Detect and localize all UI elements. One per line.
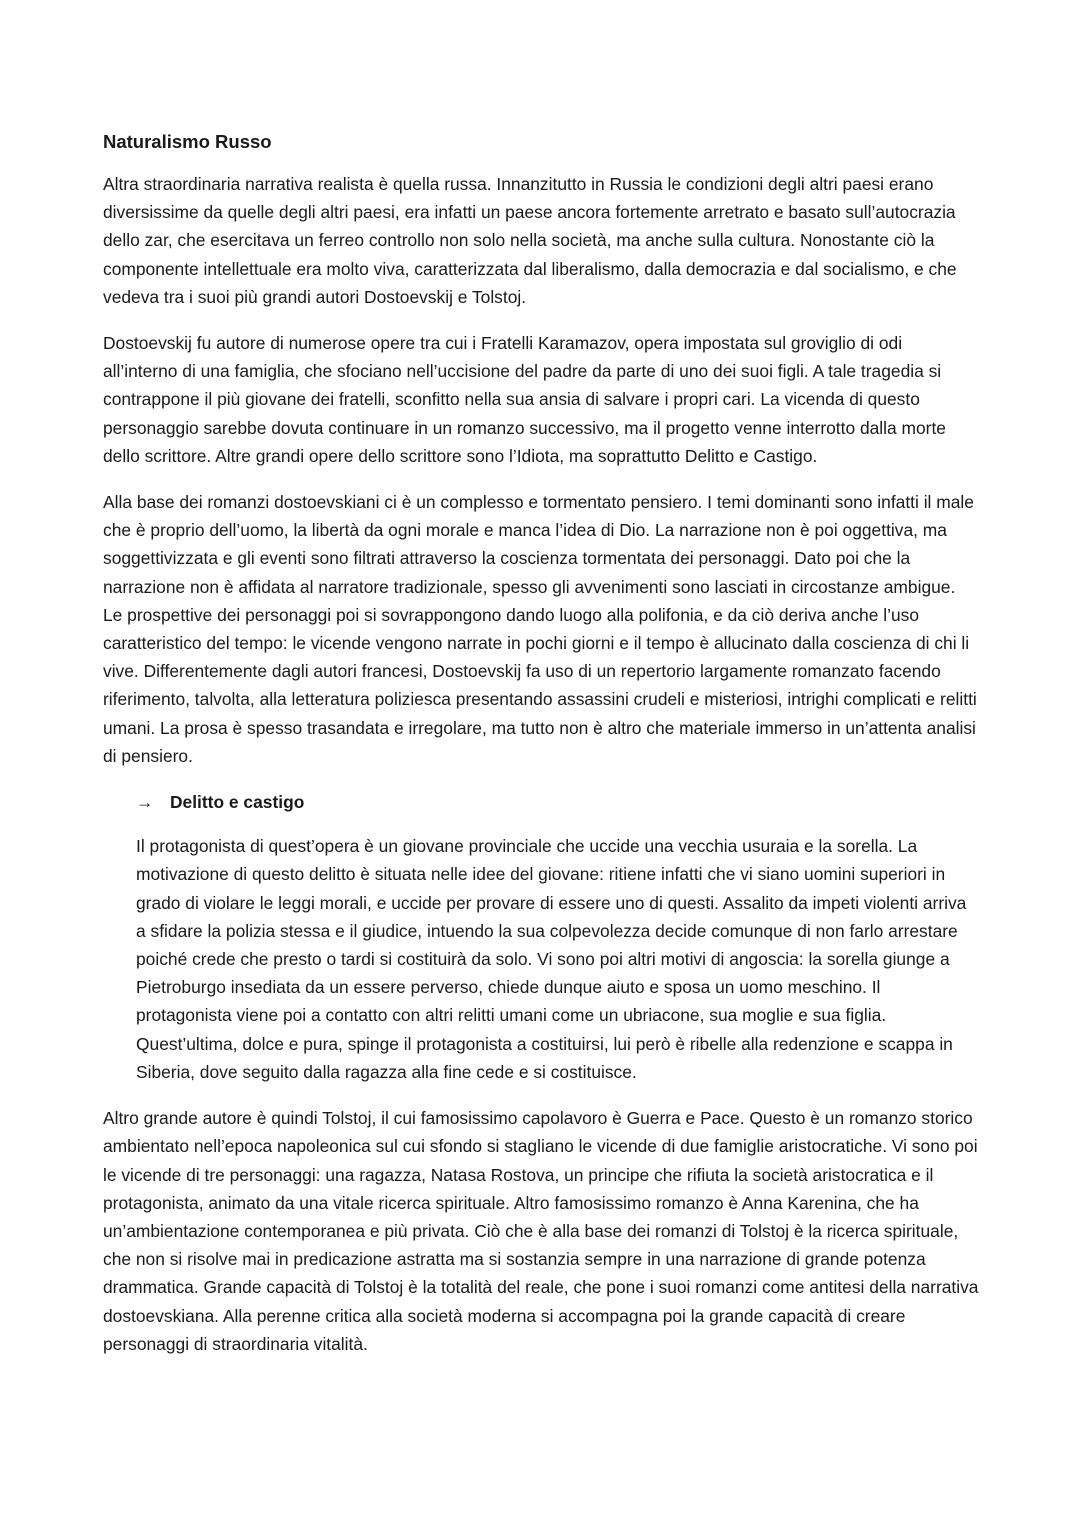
subsection-heading — [136, 788, 979, 816]
document-page — [103, 128, 979, 1376]
paragraph-intro: Altra straordinaria narrativa realista è quella russa. Innanzitutto in Russia le condizioni degli altri paesi erano diversissime da quelle degli altri paesi, era infatti un paese ancora fortemente arretrato e basato sull’autocrazia dello zar, che esercitava un ferreo controllo non solo nella società, ma anche sulla cultura. Nonostante ciò la componente intellettuale era molto viva, caratterizzata dal liberalismo, dalla democrazia e dal socialismo, e che vedeva tra i suoi più grandi autori Dostoevskij e Tolstoj. — [103, 174, 957, 307]
subsection-text: Il protagonista di quest’opera è un giovane provinciale che uccide una vecchia usuraia e la sorella. La motivazione di questo delitto è situata nelle idee del giovane: ritiene infatti che vi siano uomini superiori in grado di violare le leggi morali, e uccide per provare di essere uno di questi. Assalito da impeti violenti arriva a sfidare la polizia stessa e il giudice, intuendo la sua colpevolezza decide comunque di non farlo arrestare poiché crede che presto o tardi si costituirà da solo. Vi sono poi altri motivi di angoscia: la sorella giunge a Pietroburgo insediata da un essere perverso, chiede dunque aiuto e sposa un uomo meschino. Il protagonista viene poi a contatto con altri relitti umani come un ubriacone, sua moglie e sua figlia. Quest’ultima, dolce e pura, spinge il protagonista a costituirsi, lui però è ribelle alla redenzione e scappa in Siberia, dove seguito dalla ragazza alla fine cede e si costituisce. — [136, 836, 967, 1082]
subsection-delitto-e-castigo — [136, 788, 979, 1086]
arrow-right-icon: → — [136, 792, 154, 813]
paragraph-dostoevskij-works: Dostoevskij fu autore di numerose opere tra cui i Fratelli Karamazov, opera impostata sul groviglio di odi all’interno di una famiglia, che sfociano nell’uccisione del padre da parte di uno dei suoi figli. A tale tragedia si contrappone il più giovane dei fratelli, sconfitto nella sua ansia di salvare i propri cari. La vicenda di questo personaggio sarebbe dovuta continuare in un romanzo successivo, ma il progetto venne interrotto dalla morte dello scrittore. Altre grandi opere dello scrittore sono l’Idiota, ma soprattutto Delitto e Castigo. — [103, 333, 946, 466]
paragraph-dostoevskij-themes: Alla base dei romanzi dostoevskiani ci è un complesso e tormentato pensiero. I temi dominanti sono infatti il male che è proprio dell’uomo, la libertà da ogni morale e manca l’idea di Dio. La narrazione non è poi oggettiva, ma soggettivizzata e gli eventi sono filtrati attraverso la coscienza tormentata dei personaggi. Dato poi che la narrazione non è affidata al narratore tradizionale, spesso gli avvenimenti sono lasciati in circostanze ambigue. Le prospettive dei personaggi poi si sovrappongono dando luogo alla polifonia, e da ciò deriva anche l’uso caratteristico del tempo: le vicende vengono narrate in pochi giorni e il tempo è allucinato dalla coscienza di chi li vive. Differentemente dagli autori francesi, Dostoevskij fa uso di un repertorio largamente romanzato facendo riferimento, talvolta, alla letteratura poliziesca presentando assassini crudeli e misteriosi, intrighi complicati e relitti umani. La prosa è spesso trasandata e irregolare, ma tutto non è altro che materiale immerso in un’attenta analisi di pensiero. — [103, 492, 977, 766]
document-title: Naturalismo Russo — [103, 131, 272, 152]
subsection-heading-label: Delitto e castigo — [170, 792, 305, 813]
paragraph-tolstoj: Altro grande autore è quindi Tolstoj, il cui famosissimo capolavoro è Guerra e Pace. Questo è un romanzo storico ambientato nell’epoca napoleonica sul cui sfondo si stagliano le vicende di due famiglie aristocratiche. Vi sono poi le vicende di tre personaggi: una ragazza, Natasa Rostova, un principe che rifiuta la società aristocratica e il protagonista, animato da una vitale ricerca spirituale. Altro famosissimo romanzo è Anna Karenina, che ha un’ambientazione contemporanea e più privata. Ciò che è alla base dei romanzi di Tolstoj è la ricerca spirituale, che non si risolve mai in predicazione astratta ma si sostanzia sempre in una narrazione di grande potenza drammatica. Grande capacità di Tolstoj è la totalità del reale, che pone i suoi romanzi come antitesi della narrativa dostoevskiana. Alla perenne critica alla società moderna si accompagna poi la grande capacità di creare personaggi di straordinaria vitalità. — [103, 1108, 979, 1354]
